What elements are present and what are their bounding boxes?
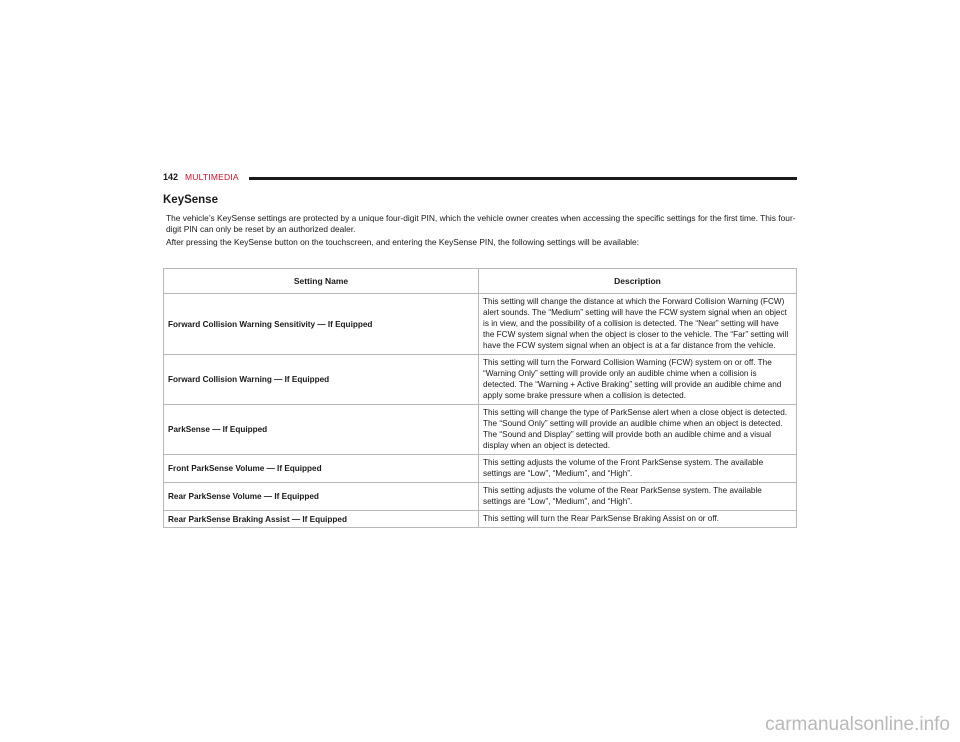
setting-name: Forward Collision Warning — If Equipped xyxy=(164,355,479,405)
setting-name: Forward Collision Warning Sensitivity — If Equipped xyxy=(164,294,479,355)
setting-description: This setting adjusts the volume of the Rear ParkSense system. The available settings are “Low”, “Medium”, and “High”. xyxy=(479,483,797,511)
table-row xyxy=(164,405,797,455)
setting-description: This setting will change the distance at which the Forward Collision Warning (FCW) alert sounds. The “Medium” setting will have the FCW system signal when an object is in view, and the possibility of a collision is detected. The “Near” setting will have the FCW system signal when the object is closer to the vehicle. The “Far” setting will have the FCW system signal when an object is at a far distance from the vehicle. xyxy=(479,294,797,355)
table-header-row xyxy=(164,269,797,294)
intro-paragraph: After pressing the KeySense button on the touchscreen, and entering the KeySense PIN, the following settings will be available: xyxy=(166,237,640,247)
column-header-setting-name: Setting Name xyxy=(164,269,479,294)
setting-description: This setting adjusts the volume of the Front ParkSense system. The available settings are “Low”, “Medium”, and “High”. xyxy=(479,455,797,483)
intro-text xyxy=(166,213,796,250)
table-row xyxy=(164,355,797,405)
table-row xyxy=(164,294,797,355)
setting-description: This setting will turn the Forward Collision Warning (FCW) system on or off. The “Warning Only” setting will provide only an audible chime when a collision is detected. The “Warning + Active Braking” setting will provide an audible chime and apply some brake pressure when a collision is detected. xyxy=(479,355,797,405)
section-title: KeySense xyxy=(163,194,218,206)
header-rule xyxy=(249,177,797,180)
setting-name: ParkSense — If Equipped xyxy=(164,405,479,455)
settings-table xyxy=(163,268,797,528)
watermark: carmanualsonline.info xyxy=(765,714,950,735)
column-header-description: Description xyxy=(479,269,797,294)
intro-paragraph: The vehicle’s KeySense settings are protected by a unique four-digit PIN, which the vehicle owner creates when accessing the specific settings for the first time. This four-digit PIN can only be reset by an authorized dealer. xyxy=(166,213,796,234)
table-row xyxy=(164,511,797,528)
setting-name: Front ParkSense Volume — If Equipped xyxy=(164,455,479,483)
section-name: MULTIMEDIA xyxy=(185,172,239,182)
table-row xyxy=(164,455,797,483)
setting-description: This setting will change the type of ParkSense alert when a close object is detected. The “Sound Only” setting will provide an audible chime when an object is detected. The “Sound and Display” setting will provide both an audible chime and a visual display when an object is detected. xyxy=(479,405,797,455)
page-header xyxy=(163,172,797,186)
setting-name: Rear ParkSense Volume — If Equipped xyxy=(164,483,479,511)
table-row xyxy=(164,483,797,511)
setting-name: Rear ParkSense Braking Assist — If Equipped xyxy=(164,511,479,528)
page-number: 142 xyxy=(163,172,179,182)
setting-description: This setting will turn the Rear ParkSense Braking Assist on or off. xyxy=(479,511,797,528)
